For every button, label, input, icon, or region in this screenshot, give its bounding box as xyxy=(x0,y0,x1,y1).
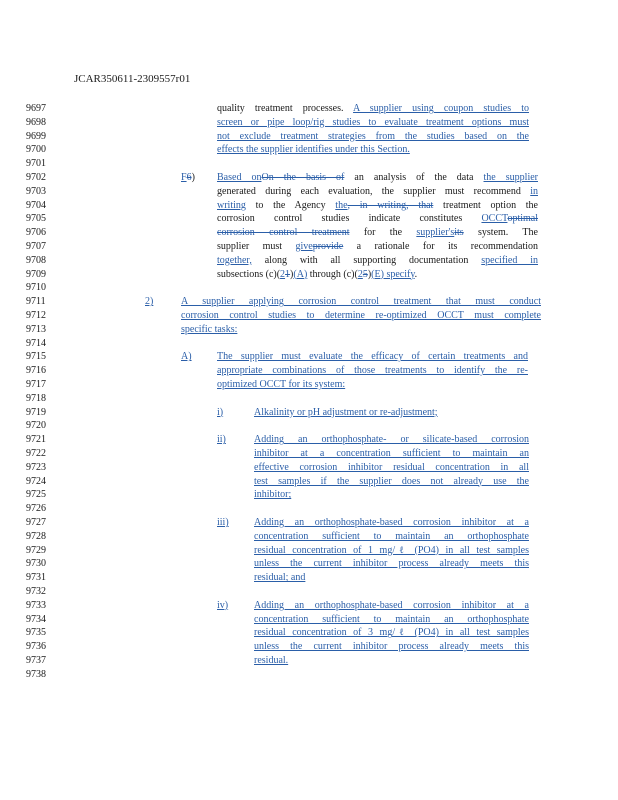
text-line xyxy=(254,406,529,420)
line-number: 9719 xyxy=(26,406,46,418)
inserted-text: 2 xyxy=(357,268,363,280)
text-run: generated during each evaluation, the supplier must recommend xyxy=(217,185,531,197)
inserted-text: inhibitor; xyxy=(254,489,292,501)
paragraph-p6 xyxy=(254,433,529,502)
line-number: 9726 xyxy=(26,503,46,515)
paragraph-p8 xyxy=(254,599,529,668)
text-line xyxy=(254,626,529,640)
inserted-text: Adding an orthophosphate-based corrosion inhibitor at a xyxy=(254,599,529,611)
line-number: 9716 xyxy=(26,365,46,377)
text-line xyxy=(217,350,528,364)
text-line xyxy=(181,323,541,337)
text-line xyxy=(254,571,529,585)
text-line xyxy=(254,654,529,668)
inserted-text: the supplier xyxy=(483,172,538,183)
text-line xyxy=(217,240,538,254)
line-number: 9730 xyxy=(26,558,46,570)
line-number: 9702 xyxy=(26,172,46,183)
line-number: 9732 xyxy=(26,586,46,597)
paragraph-label xyxy=(181,171,195,185)
paragraph-p4 xyxy=(217,350,528,391)
text-run: a rationale for its recommendation xyxy=(343,240,538,252)
line-number: 9700 xyxy=(26,144,46,156)
inserted-text: together, xyxy=(217,254,252,266)
inserted-text: (A) xyxy=(293,268,308,280)
line-number: 9706 xyxy=(26,227,46,239)
line-number: 9701 xyxy=(26,158,46,170)
text-run: quality treatment processes. xyxy=(217,103,354,114)
text-line xyxy=(217,364,528,378)
inserted-text: residual concentration of 3 mg/ℓ (PO4) in all test samples xyxy=(254,627,529,639)
text-line xyxy=(254,530,529,544)
inserted-text: OCCT xyxy=(481,213,508,225)
text-line xyxy=(217,254,538,268)
text-line xyxy=(217,212,538,226)
text-run: an analysis of the data xyxy=(344,172,484,183)
inserted-text: inhibitor at a concentration sufficient to maintain an xyxy=(254,447,529,459)
inserted-text: effects the supplier identifies under this Section. xyxy=(217,144,410,156)
text-run: ) xyxy=(191,172,195,183)
line-number: 9734 xyxy=(26,613,46,625)
text-line xyxy=(217,268,538,282)
text-line xyxy=(254,557,529,571)
line-number: 9722 xyxy=(26,448,46,459)
text-line xyxy=(254,544,529,558)
inserted-text: supplier's xyxy=(416,227,455,239)
line-number: 9731 xyxy=(26,572,46,584)
text-line xyxy=(254,461,529,475)
text-run: treatment option the xyxy=(433,199,538,211)
paragraph-label xyxy=(217,406,223,420)
inserted-text: not exclude treatment strategies from the studies based on the xyxy=(217,130,529,142)
line-number: 9705 xyxy=(26,213,46,225)
inserted-text: iv) xyxy=(217,599,229,611)
deleted-text: its xyxy=(454,227,464,239)
inserted-text: (E) specify xyxy=(371,268,415,280)
text-line xyxy=(217,226,538,240)
text-run: ) xyxy=(367,268,372,280)
inserted-text: Adding an orthophosphate- or silicate-based corrosion xyxy=(254,434,529,446)
text-line xyxy=(217,199,538,213)
text-run: to the Agency xyxy=(245,199,336,211)
inserted-text: appropriate combinations of those treatments to identify the re- xyxy=(217,365,528,377)
inserted-text: test samples if the supplier does not already use the xyxy=(254,475,529,487)
line-number: 9717 xyxy=(26,379,46,390)
line-number: 9712 xyxy=(26,310,46,321)
inserted-text: specified in xyxy=(481,254,539,266)
paragraph-p2 xyxy=(217,171,538,281)
inserted-text: ii) xyxy=(217,434,226,446)
line-number: 9735 xyxy=(26,627,46,639)
inserted-text: i) xyxy=(217,406,224,418)
deleted-text: 6 xyxy=(186,172,192,183)
inserted-text: A supplier applying corrosion control treatment that must conduct xyxy=(181,296,541,308)
line-number: 9704 xyxy=(26,199,46,211)
deleted-text: 5 xyxy=(362,268,368,280)
inserted-text: Adding an orthophosphate-based corrosion inhibitor at a xyxy=(254,517,529,528)
text-run: subsections (c)( xyxy=(217,268,281,280)
paragraph-label xyxy=(181,350,192,364)
text-line xyxy=(217,185,538,199)
inserted-text: effective corrosion inhibitor residual concentration in all xyxy=(254,461,529,473)
text-run: supplier must xyxy=(217,240,296,252)
line-number: 9713 xyxy=(26,323,46,335)
text-line xyxy=(254,640,529,654)
paragraph-p1 xyxy=(217,102,529,157)
text-run: through (c)( xyxy=(307,268,358,280)
inserted-text: residual concentration of 1 mg/ℓ (PO4) in all test samples xyxy=(254,544,529,556)
text-line xyxy=(217,143,529,157)
paragraph-label xyxy=(217,433,226,447)
inserted-text: residual; and xyxy=(254,572,306,584)
inserted-text: 2 xyxy=(280,268,286,280)
inserted-text: specific tasks: xyxy=(181,323,238,335)
line-number: 9721 xyxy=(26,434,46,446)
text-line xyxy=(254,599,529,613)
text-line xyxy=(254,516,529,530)
inserted-text: give xyxy=(295,240,313,252)
line-number: 9715 xyxy=(26,351,46,363)
line-number: 9703 xyxy=(26,185,46,197)
deleted-text: 1 xyxy=(285,268,291,280)
line-number: 9707 xyxy=(26,241,46,252)
inserted-text: optimized OCCT for its system: xyxy=(217,378,346,390)
inserted-text: F xyxy=(181,172,187,183)
inserted-text: 2) xyxy=(145,296,154,308)
line-number: 9738 xyxy=(26,668,46,680)
text-line xyxy=(217,171,538,185)
deleted-text: corrosion control treatment xyxy=(217,227,350,239)
inserted-text: unless the current inhibitor process already meets this xyxy=(254,558,529,570)
paragraph-label xyxy=(145,295,153,309)
line-number: 9736 xyxy=(26,641,46,653)
inserted-text: corrosion control studies to determine re-optimized OCCT must complete xyxy=(181,309,541,321)
line-number: 9733 xyxy=(26,599,46,611)
inserted-text: unless the current inhibitor process already meets this xyxy=(254,641,529,653)
text-line xyxy=(217,378,528,392)
inserted-text: writing xyxy=(217,199,246,211)
text-line xyxy=(217,130,529,144)
line-number: 9737 xyxy=(26,655,46,666)
line-number: 9698 xyxy=(26,116,46,128)
text-run: for the xyxy=(349,227,417,239)
text-line xyxy=(254,475,529,489)
text-line xyxy=(217,116,529,130)
text-line xyxy=(217,102,529,116)
line-number: 9718 xyxy=(26,392,46,404)
inserted-text: Alkalinity or pH adjustment or re-adjustment; xyxy=(254,406,438,418)
text-line xyxy=(181,295,541,309)
deleted-text: On the basis of xyxy=(261,172,345,183)
inserted-text: screen or pipe loop/rig studies to evaluate treatment options must xyxy=(217,116,529,128)
line-number: 9697 xyxy=(26,103,46,114)
line-number: 9699 xyxy=(26,130,46,142)
inserted-text: residual. xyxy=(254,654,289,666)
paragraph-p5 xyxy=(254,406,529,420)
line-number: 9727 xyxy=(26,517,46,528)
text-line xyxy=(254,447,529,461)
text-run: ) xyxy=(290,268,294,280)
deleted-text: , in writing, that xyxy=(347,199,434,211)
paragraph-label xyxy=(217,516,229,530)
inserted-text: concentration sufficient to maintain an orthophosphate xyxy=(254,530,529,542)
line-number: 9723 xyxy=(26,461,46,473)
line-number: 9724 xyxy=(26,475,46,487)
inserted-text: concentration sufficient to maintain an orthophosphate xyxy=(254,613,529,625)
line-number: 9729 xyxy=(26,544,46,556)
line-number: 9714 xyxy=(26,337,46,349)
paragraph-p3 xyxy=(181,295,541,336)
line-number: 9708 xyxy=(26,254,46,266)
text-run: along with all supporting documentation xyxy=(251,254,482,266)
deleted-text: optimal xyxy=(507,213,538,225)
line-number: 9720 xyxy=(26,420,46,432)
text-run: corrosion control studies indicate constitutes xyxy=(217,213,482,225)
inserted-text: Based on xyxy=(217,172,262,183)
line-number: 9725 xyxy=(26,489,46,501)
inserted-text: A supplier using coupon studies to xyxy=(353,103,529,114)
text-line xyxy=(254,613,529,627)
line-number: 9711 xyxy=(26,296,46,308)
line-number: 9710 xyxy=(26,282,46,294)
inserted-text: A) xyxy=(181,351,192,363)
text-line xyxy=(254,433,529,447)
text-line xyxy=(181,309,541,323)
paragraph-p7 xyxy=(254,516,529,585)
inserted-text: the xyxy=(335,199,348,211)
deleted-text: provide xyxy=(312,240,344,252)
line-number: 9728 xyxy=(26,530,46,542)
document-id-header: JCAR350611-2309557r01 xyxy=(74,73,191,85)
inserted-text: in xyxy=(530,185,538,197)
inserted-text: iii) xyxy=(217,517,229,528)
paragraph-label xyxy=(217,599,228,613)
line-number: 9709 xyxy=(26,268,46,280)
text-line xyxy=(254,488,529,502)
text-run: system. The xyxy=(463,227,538,239)
text-run: . xyxy=(414,268,418,280)
inserted-text: The supplier must evaluate the efficacy of certain treatments and xyxy=(217,351,528,363)
